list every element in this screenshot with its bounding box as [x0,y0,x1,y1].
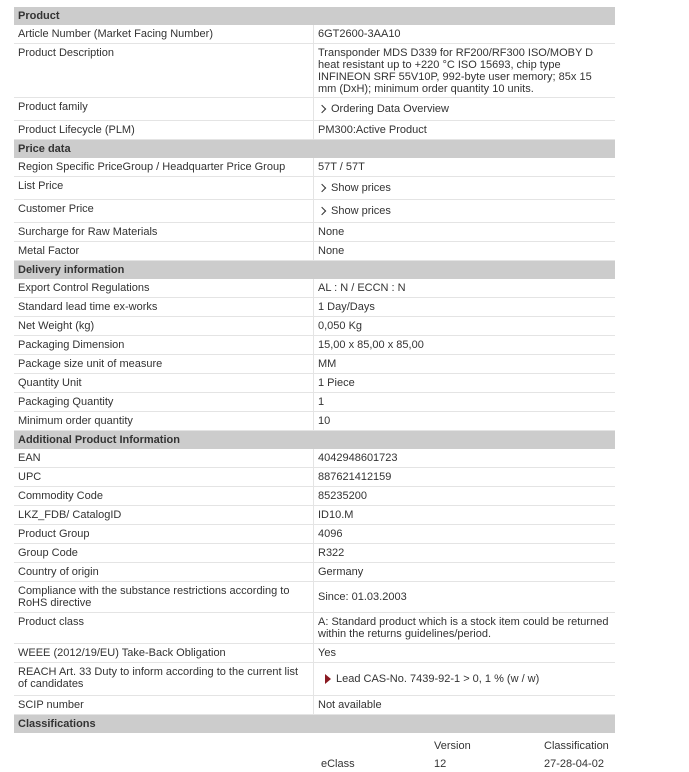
row-value: 887621412159 [318,471,392,483]
row-value: ID10.M [318,509,354,521]
row-label: Net Weight (kg) [14,317,314,335]
row-label: List Price [14,177,314,199]
row-ean [14,449,615,468]
row-label: Region Specific PriceGroup / Headquarter Price Group [14,158,314,176]
row-value: Not available [318,699,382,711]
row-article-number [14,25,615,44]
row-lead-time [14,298,615,317]
row-value-cell [314,177,615,196]
row-value: 85235200 [318,490,367,502]
product-data-sheet [14,7,615,733]
eclass-classification: 27-28-04-02 [544,758,604,770]
row-value: None [318,226,345,238]
row-lkz-catalog-id [14,506,615,525]
row-label: Standard lead time ex-works [14,298,314,316]
section-header-classifications: Classifications [14,715,615,733]
row-value: 0,050 Kg [318,320,363,332]
row-label: Minimum order quantity [14,412,314,430]
chevron-right-icon [318,183,326,191]
row-label: REACH Art. 33 Duty to inform according to the current list of candidates [14,663,314,695]
row-export-control [14,279,615,298]
row-label: Surcharge for Raw Materials [14,223,314,241]
row-value: Transponder MDS D339 for RF200/RF300 ISO/MOBY D heat resistant up to +220 °C ISO 15693, chip type INFINEON SRF 55V10P, 992-byte user memory; 85x 15 mm (DxH); minimum order quantity 10 units. [318,47,594,95]
row-label: Quantity Unit [14,374,314,392]
row-region-price-group [14,158,615,177]
row-label: Packaging Dimension [14,336,314,354]
row-reach [14,663,615,696]
row-value: Yes [318,647,336,659]
row-label: EAN [14,449,314,467]
row-label: UPC [14,468,314,486]
row-scip [14,696,615,715]
chevron-right-icon [318,206,326,214]
link-label: Show prices [331,205,391,217]
row-value-cell [314,98,615,117]
row-label: Compliance with the substance restrictions according to RoHS directive [14,582,314,612]
row-value: Germany [318,566,364,578]
row-value: AL : N / ECCN : N [318,282,406,294]
row-product-description [14,44,615,98]
row-list-price [14,177,615,200]
row-value: 1 Piece [318,377,355,389]
column-header-version: Version [434,740,471,752]
row-label: Product class [14,613,314,643]
link-label: Ordering Data Overview [331,103,449,115]
row-label: LKZ_FDB/ CatalogID [14,506,314,524]
link-label: Lead CAS-No. 7439-92-1 > 0, 1 % (w / w) [336,673,540,685]
row-upc [14,468,615,487]
row-country-of-origin [14,563,615,582]
row-package-size-unit [14,355,615,374]
row-value: 6GT2600-3AA10 [318,28,401,40]
row-value-cell [314,663,615,687]
eclass-name: eClass [321,758,355,770]
row-label: Packaging Quantity [14,393,314,411]
chevron-right-icon [318,104,326,112]
row-group-code [14,544,615,563]
row-label: SCIP number [14,696,314,714]
row-label: Product Description [14,44,314,97]
row-value: 4096 [318,528,343,540]
row-value: 10 [318,415,331,427]
row-product-class [14,613,615,644]
row-label: WEEE (2012/19/EU) Take-Back Obligation [14,644,314,662]
row-metal-factor [14,242,615,261]
row-packaging-quantity [14,393,615,412]
row-label: Product Group [14,525,314,543]
row-value: None [318,245,345,257]
row-value: 4042948601723 [318,452,398,464]
row-label: Customer Price [14,200,314,222]
row-label: Metal Factor [14,242,314,260]
row-weee [14,644,615,663]
section-header-product: Product [14,7,615,25]
row-min-order-quantity [14,412,615,431]
row-rohs [14,582,615,613]
row-value: 1 [318,396,325,408]
row-product-lifecycle [14,121,615,140]
row-label: Group Code [14,544,314,562]
row-commodity-code [14,487,615,506]
row-value: MM [318,358,337,370]
row-value: 1 Day/Days [318,301,375,313]
row-customer-price [14,200,615,223]
customer-price-show-prices-link[interactable] [318,205,391,217]
row-value: Since: 01.03.2003 [318,591,407,603]
row-label: Commodity Code [14,487,314,505]
row-packaging-dimension [14,336,615,355]
row-value: 15,00 x 85,00 x 85,00 [318,339,424,351]
section-header-additional: Additional Product Information [14,431,615,449]
reach-info-link[interactable] [314,673,539,685]
list-price-show-prices-link[interactable] [318,182,391,194]
row-value-cell [314,200,615,219]
row-value: 57T / 57T [318,161,365,173]
column-header-classification: Classification [544,740,609,752]
row-label: Product Lifecycle (PLM) [14,121,314,139]
section-header-delivery: Delivery information [14,261,615,279]
row-product-family [14,98,615,121]
row-label: Country of origin [14,563,314,581]
row-net-weight [14,317,615,336]
row-product-group [14,525,615,544]
row-value: R322 [318,547,345,559]
section-header-price: Price data [14,140,615,158]
row-label: Product family [14,98,314,120]
eclass-version: 12 [434,758,447,770]
row-label: Export Control Regulations [14,279,314,297]
row-quantity-unit [14,374,615,393]
link-label: Show prices [331,182,391,194]
row-label: Article Number (Market Facing Number) [14,25,314,43]
row-value: PM300:Active Product [318,124,427,136]
row-value: A: Standard product which is a stock item could be returned within the returns guidelines/period. [318,616,609,640]
ordering-data-overview-link[interactable] [318,103,449,115]
row-label: Package size unit of measure [14,355,314,373]
expand-triangle-icon [325,674,331,684]
row-surcharge [14,223,615,242]
